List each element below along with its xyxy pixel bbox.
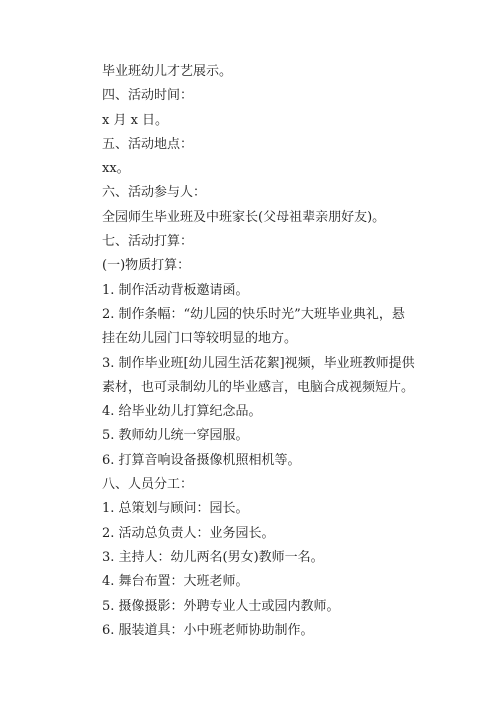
list-item-continuation: 挂在幼儿园门口等较明显的地方。 (102, 331, 298, 347)
list-item-continuation: 素材，也可录制幼儿的毕业感言，电脑合成视频短片。 (102, 379, 415, 395)
list-item: 2. 制作条幅：“幼儿园的快乐时光”大班毕业典礼，悬 (102, 306, 405, 322)
section-heading-location: 五、活动地点： (102, 136, 194, 152)
list-item: 6. 打算音响设备摄像机照相机等。 (102, 452, 301, 468)
list-item: 3. 主持人：幼儿两名(男女)教师一名。 (102, 549, 324, 565)
list-item: 6. 服装道具：小中班老师协助制作。 (102, 622, 314, 638)
list-item: 3. 制作毕业班[幼儿园生活花絮]视频，毕业班教师提供 (102, 355, 415, 371)
section-heading-plan: 七、活动打算： (102, 234, 194, 250)
list-item: 5. 摄像摄影：外聘专业人士或园内教师。 (102, 598, 340, 614)
subsection-heading-materials: (一)物质打算： (102, 258, 191, 274)
list-item: 5. 教师幼儿统一穿园服。 (102, 428, 249, 444)
list-item: 1. 总策划与顾问：园长。 (102, 501, 249, 517)
section-heading-participants: 六、活动参与人： (102, 185, 207, 201)
list-item: 2. 活动总负责人：业务园长。 (102, 525, 275, 541)
text-line: x 月 x 日。 (102, 112, 169, 128)
list-item: 1. 制作活动背板邀请函。 (102, 282, 249, 298)
text-line: xx。 (102, 161, 130, 177)
text-line: 全园师生毕业班及中班家长(父母祖辈亲朋好友)。 (102, 209, 386, 225)
section-heading-staffing: 八、人员分工： (102, 477, 194, 493)
document-body (102, 60, 422, 643)
text-line: 毕业班幼儿才艺展示。 (102, 64, 233, 79)
list-item: 4. 舞台布置：大班老师。 (102, 574, 249, 590)
section-heading-time: 四、活动时间： (102, 88, 194, 104)
list-item: 4. 给毕业幼儿打算纪念品。 (102, 404, 262, 420)
